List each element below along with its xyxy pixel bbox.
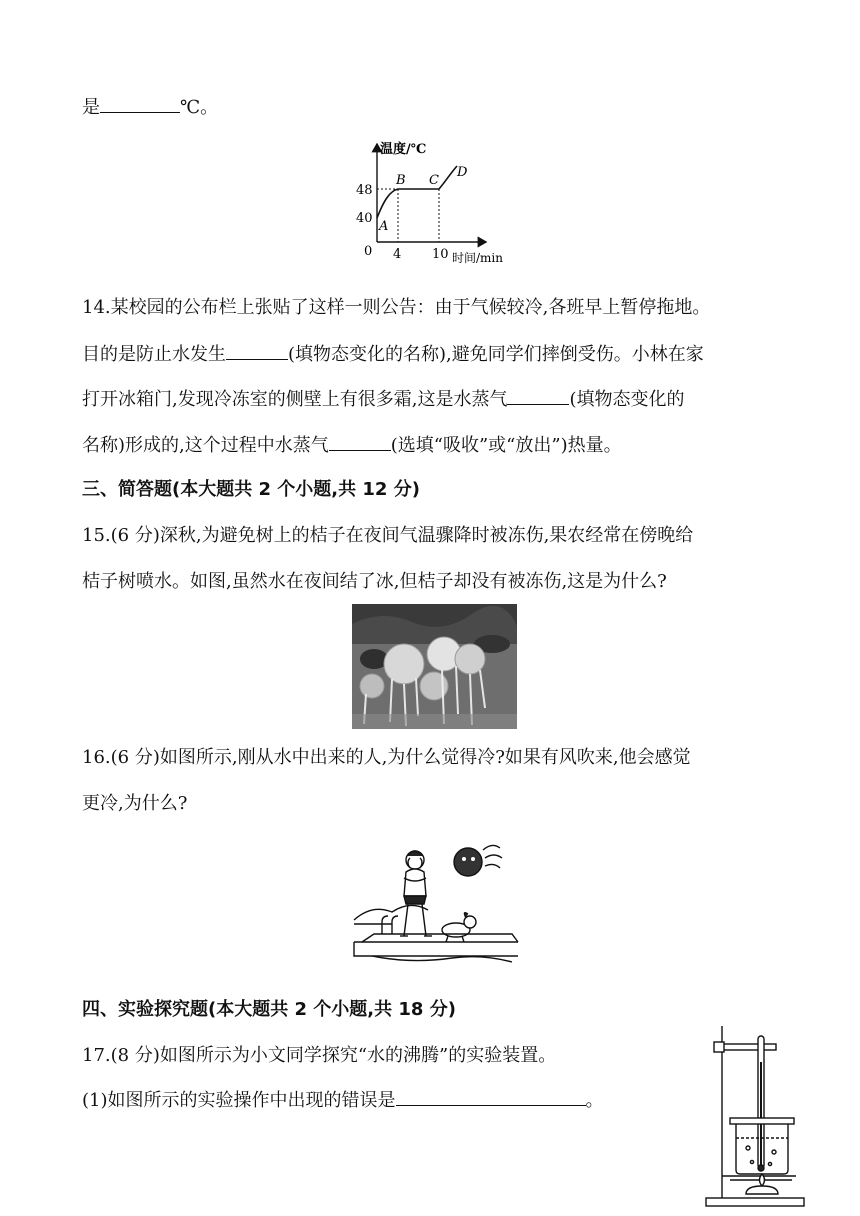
q16-line-1: 16.(6 分)如图所示,刚从水中出来的人,为什么觉得冷?如果有风吹来,他会感觉 — [82, 747, 691, 768]
q14-text: 名称)形成的,这个过程中水蒸气 — [82, 435, 329, 456]
q14-text: 目的是防止水发生 — [82, 344, 226, 365]
x-tick-4: 4 — [393, 247, 402, 262]
y-axis-label: 温度/℃ — [380, 142, 427, 157]
origin-label: 0 — [364, 244, 373, 259]
q14-text: (选填“吸收”或“放出”)热量。 — [390, 435, 622, 456]
q14-text: 打开冰箱门,发现冷冻室的侧壁上有很多霜,这是水蒸气 — [82, 389, 508, 410]
answer-blank — [396, 1087, 586, 1106]
section-heading: 四、实验探究题(本大题共 2 个小题,共 18 分) — [82, 999, 456, 1020]
q14-line-2 — [82, 341, 704, 367]
temperature-time-graph — [350, 138, 525, 268]
q14-line-4 — [82, 432, 622, 458]
q14-text: (填物态变化的名称),避免同学们摔倒受伤。小林在家 — [288, 344, 704, 365]
q17-text: (1)如图所示的实验操作中出现的错误是 — [82, 1090, 396, 1111]
y-tick-48: 48 — [356, 183, 373, 198]
q15-line-2: 桔子树喷水。如图,虽然水在夜间结了冰,但桔子却没有被冻伤,这是为什么? — [82, 571, 667, 592]
answer-blank — [226, 341, 288, 360]
x-axis-label: 时间/min — [452, 251, 503, 265]
heating-curve — [377, 166, 457, 218]
point-label-c: C — [429, 173, 439, 188]
q17-text: 。 — [585, 1090, 604, 1111]
answer-blank — [100, 94, 180, 113]
q17-line-1: 17.(8 分)如图所示为小文同学探究“水的沸腾”的实验装置。 — [82, 1045, 557, 1066]
point-label-a: A — [379, 219, 389, 234]
x-tick-10: 10 — [432, 247, 449, 262]
q15-line-1: 15.(6 分)深秋,为避免树上的桔子在夜间气温骤降时被冻伤,果农经常在傍晚给 — [82, 525, 694, 546]
q14-text: (填物态变化的 — [569, 389, 685, 410]
wet-person-illustration — [352, 838, 520, 970]
frozen-oranges-photo — [352, 604, 517, 729]
y-tick-40: 40 — [356, 211, 373, 226]
answer-blank — [507, 386, 569, 405]
point-label-b: B — [396, 173, 406, 188]
section-heading: 三、简答题(本大题共 2 个小题,共 12 分) — [82, 479, 420, 500]
q17-line-2 — [82, 1087, 604, 1113]
q14-line-3 — [82, 386, 684, 412]
q13-tail-line — [82, 94, 218, 120]
q13-text: 是 — [82, 97, 100, 118]
boiling-apparatus-illustration — [700, 1022, 815, 1212]
q16-line-2: 更冷,为什么? — [82, 793, 188, 814]
point-label-d: D — [457, 165, 468, 180]
q14-line-1: 14.某校园的公布栏上张贴了这样一则公告：由于气候较冷,各班早上暂停拖地。 — [82, 297, 711, 318]
q13-unit: ℃。 — [180, 97, 219, 118]
answer-blank — [329, 432, 391, 451]
